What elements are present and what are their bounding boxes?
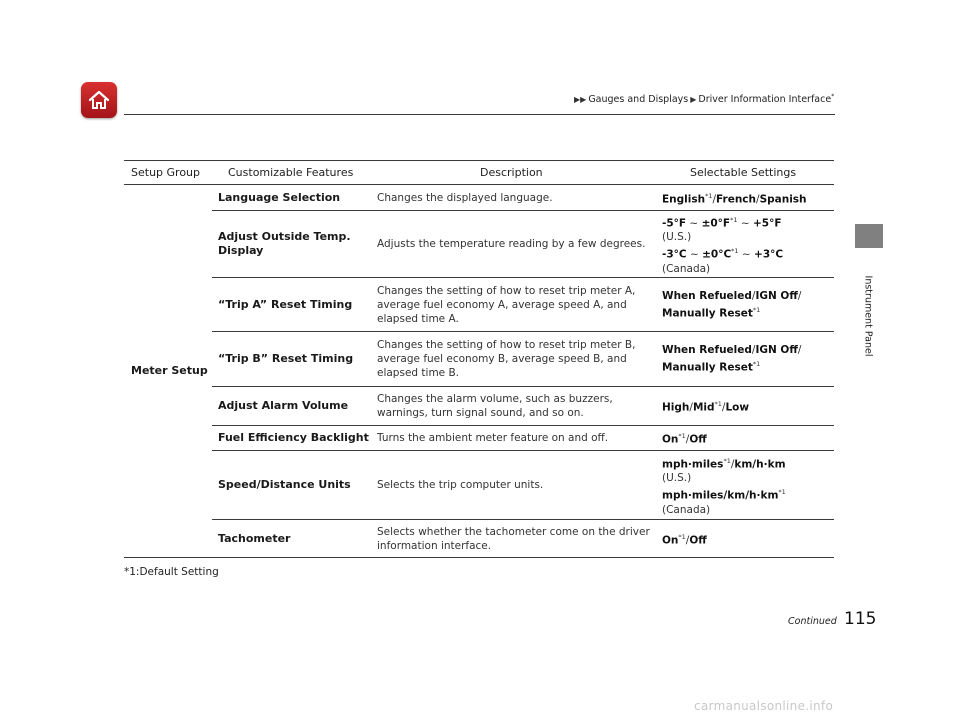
feature-description: Selects the trip computer units. [377, 479, 544, 491]
feature-name: “Trip A” Reset Timing [218, 297, 353, 311]
selectable-settings: When Refueled/IGN Off/ Manually Reset$^{*1}$ [662, 344, 802, 374]
triangle-arrow-icon: ▶ [690, 95, 697, 105]
feature-description: Selects whether the tachometer come on the driver information interface. [377, 525, 650, 552]
selectable-settings: When Refueled/IGN Off/ Manually Reset$^{*1}$ [662, 289, 802, 320]
feature-description: Changes the displayed language. [377, 191, 553, 204]
table-row [212, 426, 834, 451]
breadcrumb [574, 93, 834, 105]
section-label: Instrument Panel [862, 275, 874, 357]
selectable-settings: On$^{*1}$/Off [662, 532, 707, 547]
watermark: carmanualsonline.info [694, 699, 834, 713]
feature-name: Speed/Distance Units [218, 478, 351, 491]
breadcrumb-dii-link[interactable]: Driver Information Interface [698, 94, 832, 106]
setup-group-meter-setup: Meter Setup [131, 364, 208, 377]
header-customizable-features: Customizable Features [228, 166, 354, 179]
breadcrumb-mark: * [831, 93, 835, 100]
home-button[interactable] [81, 82, 117, 118]
table-row [212, 451, 834, 520]
table-row [212, 278, 834, 332]
feature-description: Changes the setting of how to reset trip meter B, average fuel economy B, average speed B, and elapsed time B. [377, 339, 636, 379]
page-number: 115 [844, 609, 877, 629]
selectable-settings: mph·miles$^{*1}$/km/h·km (U.S.) $mph\cdot miles/km/h\cdot km^{*1}$ (Canada) [662, 456, 786, 516]
header-setup-group: Setup Group [131, 166, 201, 179]
feature-name: Tachometer [218, 531, 291, 545]
continued-label: Continued [788, 616, 837, 627]
table-row [212, 387, 834, 426]
table-row [212, 185, 834, 211]
double-triangle-arrow-icon: ▶▶ [574, 95, 587, 105]
selectable-settings: On$^{*1}$/Off [662, 432, 707, 446]
feature-description: Adjusts the temperature reading by a few degrees. [377, 238, 646, 250]
header-description: Description [480, 166, 543, 179]
table-bottom-rule [124, 557, 834, 558]
feature-description: Changes the alarm volume, such as buzzers, warnings, turn signal sound, and so on. [377, 393, 613, 419]
feature-name: Adjust Outside Temp. Display [218, 230, 351, 257]
feature-description: Changes the setting of how to reset trip meter A, average fuel economy A, average speed A, and elapsed time A. [377, 284, 636, 325]
feature-name: Language Selection [218, 190, 341, 204]
table-row [212, 211, 834, 278]
feature-name: “Trip B” Reset Timing [218, 352, 354, 365]
feature-name: Adjust Alarm Volume [218, 399, 349, 412]
table-row [212, 520, 834, 558]
home-icon [87, 89, 111, 111]
breadcrumb-gauges-link[interactable]: Gauges and Displays [588, 94, 689, 106]
section-tab[interactable] [855, 224, 883, 248]
header-selectable-settings: Selectable Settings [690, 166, 797, 179]
feature-description: Turns the ambient meter feature on and off. [377, 432, 609, 444]
feature-name: Fuel Efficiency Backlight [218, 431, 369, 444]
header-rule [124, 114, 835, 115]
selectable-settings: -5°F ~ $\pm 0^\circ F^{*1}$ ~ +5°F (U.S.) -3°C ~ $\pm 0^\circ C^{*1}$ ~ +3°C (Canada) [662, 215, 784, 275]
table-row [212, 332, 834, 387]
footnote: *1:Default Setting [124, 566, 219, 578]
selectable-settings: High/Mid$^{*1}$/Low [662, 400, 750, 414]
table-top-rule [124, 160, 834, 161]
selectable-settings: English$^{*1}$/French/Spanish [662, 191, 807, 206]
